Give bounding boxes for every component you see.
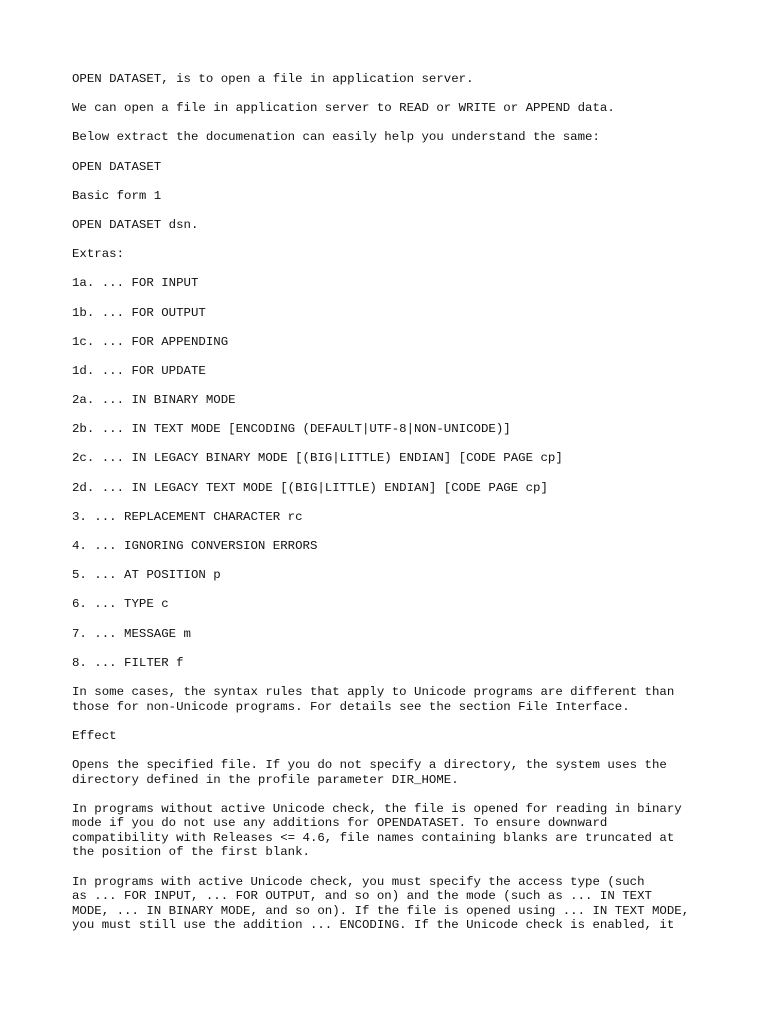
extra-item: 2b. ... IN TEXT MODE [ENCODING (DEFAULT|UTF-8|NON-UNICODE)] xyxy=(72,422,511,437)
extra-item: 4. ... IGNORING CONVERSION ERRORS xyxy=(72,539,318,553)
body-paragraph: In programs without active Unicode check, the file is opened for reading in binary mode if you do not use any additions for OPENDATASET. To ensure downward compatibility with Releases <= 4.6, file names containing blanks are truncated at the position of the first blank. xyxy=(72,801,682,860)
extra-item: 2d. ... IN LEGACY TEXT MODE [(BIG|LITTLE) ENDIAN] [CODE PAGE cp] xyxy=(72,480,548,495)
intro-line: Below extract the documenation can easily help you understand the same: xyxy=(72,130,600,145)
subheading: Extras: xyxy=(72,247,125,262)
extra-item: 6. ... TYPE c xyxy=(72,597,169,612)
body-paragraph: In programs with active Unicode check, you must specify the access type (such as ... FOR INPUT, ... FOR OUTPUT, and so on) and the mode (such as ... IN TEXT MODE, ... IN BINARY MODE, and so on). If the file is opened using ... IN TEXT MODE, you must still use the addition ... ENCODING. If the Unicode check is enabled, it xyxy=(72,874,690,933)
extra-item: 2c. ... IN LEGACY BINARY MODE [(BIG|LITTLE) ENDIAN] [CODE PAGE cp] xyxy=(72,451,563,466)
extra-item: 8. ... FILTER f xyxy=(72,655,184,670)
document-page xyxy=(72,72,712,948)
extra-item: 3. ... REPLACEMENT CHARACTER rc xyxy=(72,509,303,524)
body-paragraph: In some cases, the syntax rules that apply to Unicode programs are different than those for non-Unicode programs. For details see the section File Interface. xyxy=(72,684,675,714)
section-heading: OPEN DATASET xyxy=(72,159,162,174)
extra-item: 2a. ... IN BINARY MODE xyxy=(72,393,236,408)
extra-item: 1c. ... FOR APPENDING xyxy=(72,334,229,349)
subheading: Basic form 1 xyxy=(72,188,162,203)
body-paragraph: Opens the specified file. If you do not specify a directory, the system uses the directory defined in the profile parameter DIR_HOME. xyxy=(72,757,667,787)
extra-item: 5. ... AT POSITION p xyxy=(72,568,221,583)
syntax-line: OPEN DATASET dsn. xyxy=(72,217,199,232)
intro-line: We can open a file in application server to READ or WRITE or APPEND data. xyxy=(72,101,615,116)
extra-item: 1a. ... FOR INPUT xyxy=(72,276,199,291)
section-heading: Effect xyxy=(72,728,117,743)
extra-item: 1d. ... FOR UPDATE xyxy=(72,363,206,378)
intro-line: OPEN DATASET, is to open a file in application server. xyxy=(72,72,474,86)
extra-item: 1b. ... FOR OUTPUT xyxy=(72,305,206,320)
extra-item: 7. ... MESSAGE m xyxy=(72,626,191,641)
